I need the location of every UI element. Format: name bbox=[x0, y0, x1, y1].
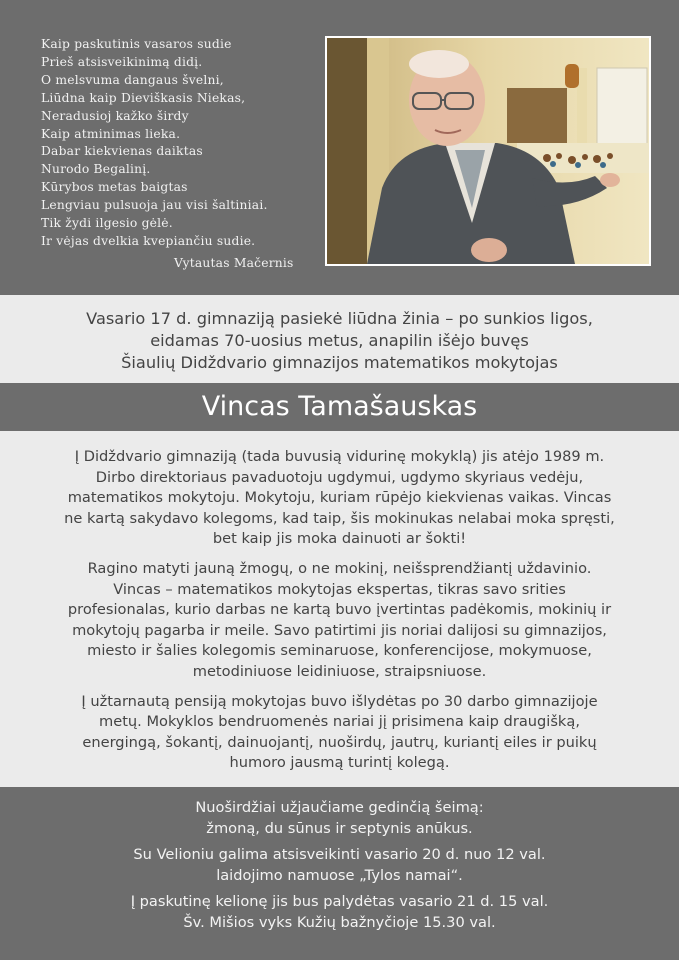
poem-line: Kaip atminimas lieka. bbox=[41, 126, 181, 141]
announcement-line: eidamas 70-uosius metus, anapilin išėjo buvęs bbox=[150, 331, 529, 350]
poem-line: Prieš atsisveikinimą didį. bbox=[41, 54, 203, 69]
bio-line: ne kartą sakydavo kolegoms, kad taip, šis mokinukas nelabai moka spręsti, bbox=[64, 509, 615, 527]
condolence-line: žmoną, du sūnus ir septynis anūkus. bbox=[206, 819, 473, 837]
announcement-line: Vasario 17 d. gimnaziją pasiekė liūdna žinia – po sunkios ligos, bbox=[86, 309, 593, 328]
bio-line: bet kaip jis moka dainuoti ar šokti! bbox=[212, 530, 467, 548]
bio-line: metodiniuose leidiniuose, straipsniuose. bbox=[192, 662, 487, 680]
funeral-line: Šv. Mišios vyks Kužių bažnyčioje 15.30 val. bbox=[183, 913, 496, 931]
bio-paragraph-1 bbox=[0, 447, 679, 550]
bio-line: matematikos mokytoju. Mokytoju, kuriam rūpėjo kiekvienas vaikas. Vincas bbox=[67, 489, 612, 507]
bio-line: Į užtarnautą pensiją mokytojas buvo išlydėtas po 30 darbo gimnazijoje bbox=[81, 692, 598, 710]
biography bbox=[0, 431, 679, 787]
portrait-photo bbox=[325, 36, 651, 266]
bio-line: Dirbo direktoriaus pavaduotoju ugdymui, ugdymo skyriaus vedėju, bbox=[95, 468, 584, 486]
poem-line: Tik žydi ilgesio gėlė. bbox=[41, 216, 173, 231]
bio-line: humoro jausmą turintį kolegą. bbox=[229, 754, 450, 772]
portrait-illustration bbox=[327, 38, 649, 264]
poem bbox=[41, 36, 311, 251]
poem-line: Dabar kiekvienas daiktas bbox=[41, 144, 203, 159]
farewell-paragraph bbox=[0, 845, 679, 886]
poem-line: O melsvuma dangaus švelni, bbox=[41, 72, 224, 87]
condolence-line: Nuoširdžiai užjaučiame gedinčią šeimą: bbox=[195, 799, 484, 816]
announcement bbox=[0, 295, 679, 383]
funeral-paragraph bbox=[0, 892, 679, 933]
poem-line: Lengviau pulsuoja jau visi šaltiniai. bbox=[41, 198, 268, 213]
poem-author: Vytautas Mačernis bbox=[174, 256, 294, 270]
deceased-name: Vincas Tamašauskas bbox=[0, 383, 679, 431]
bio-line: metų. Mokyklos bendruomenės nariai jį prisimena kaip draugišką, bbox=[99, 713, 580, 731]
bio-line: Vincas – matematikos mokytojas ekspertas, tikras savo srities bbox=[113, 580, 566, 598]
condolence-section bbox=[0, 787, 679, 960]
farewell-line: laidojimo namuose „Tylos namai“. bbox=[216, 866, 463, 884]
poem-line: Nurodo Begalinį. bbox=[41, 162, 151, 177]
bio-line: energingą, šokantį, dainuojantį, nuoširdų, jautrų, kuriantį eiles ir puikų bbox=[82, 733, 597, 751]
bio-paragraph-2 bbox=[0, 559, 679, 683]
bio-line: Ragino matyti jauną žmogų, o ne mokinį, neišsprendžiantį uždavinio. bbox=[87, 559, 592, 577]
bio-line: Į Didždvario gimnaziją (tada buvusią vidurinę mokyklą) jis atėjo 1989 m. bbox=[74, 448, 605, 465]
bio-line: mokytojų pagarba ir meile. Savo patirtimi jis noriai dalijosi su gimnazijos, bbox=[72, 621, 607, 639]
announcement-line: Šiaulių Didždvario gimnazijos matematikos mokytojas bbox=[121, 353, 558, 372]
bio-paragraph-3 bbox=[0, 692, 679, 774]
poem-section bbox=[0, 0, 679, 295]
poem-line: Kaip paskutinis vasaros sudie bbox=[41, 37, 232, 51]
poem-line: Kūrybos metas baigtas bbox=[41, 180, 188, 195]
poem-line: Neradusioj kažko širdy bbox=[41, 108, 189, 123]
poem-line: Liūdna kaip Dieviškasis Niekas, bbox=[41, 90, 246, 105]
bio-line: profesionalas, kurio darbas ne kartą buvo įvertintas padėkomis, mokinių ir bbox=[67, 601, 612, 619]
funeral-line: Į paskutinę kelionę jis bus palydėtas vasario 21 d. 15 val. bbox=[130, 893, 549, 911]
condolence-paragraph bbox=[0, 798, 679, 839]
farewell-line: Su Velioniu galima atsisveikinti vasario 20 d. nuo 12 val. bbox=[133, 846, 546, 864]
poem-line: Ir vėjas dvelkia kvepiančiu sudie. bbox=[41, 233, 256, 248]
bio-line: miesto ir šalies kolegomis seminaruose, konferencijose, mokymuose, bbox=[87, 642, 592, 660]
